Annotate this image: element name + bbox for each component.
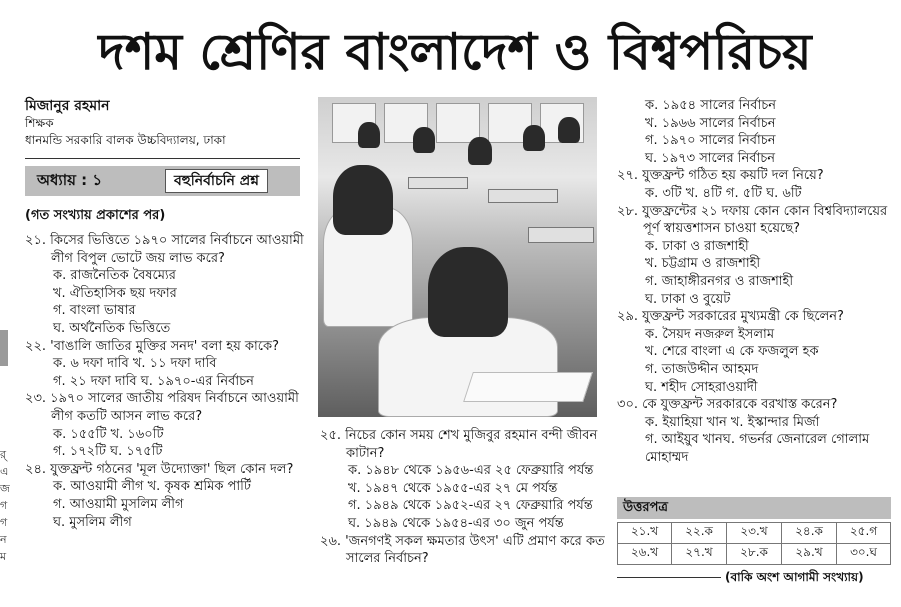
answer-cell: ২৩.খ [727, 523, 782, 544]
answer-key [617, 497, 891, 565]
question-21 [25, 232, 315, 338]
photo-window [436, 103, 480, 143]
fragment-char: ম [0, 550, 7, 563]
photo-student [558, 117, 580, 143]
author-block [25, 97, 305, 149]
mcq-label: বহুনির্বাচনি প্রশ্ন [165, 169, 268, 193]
photo-student [523, 125, 545, 151]
option: ক. আওয়ামী লীগ খ. কৃষক শ্রমিক পার্টি [53, 479, 251, 495]
option: ঘ. ১৯৪৯ থেকে ১৯৫৪-এর ৩০ জুন পর্যন্ত [348, 515, 564, 531]
answer-table [617, 522, 891, 565]
answer-cell: ২৬.খ [618, 544, 672, 565]
photo-student [468, 137, 492, 165]
adjacent-column-fragment [0, 446, 10, 565]
question-column-2 [320, 427, 620, 568]
question-text: ২৪. যুক্তফ্রন্ট গঠনের 'মূল উদ্যোক্তা' ছিল কোন দল? [25, 461, 294, 477]
option: গ. বাংলা ভাষার [53, 303, 136, 319]
option: গ. জাহাঙ্গীরনগর ও রাজশাহী [645, 273, 794, 289]
rest-note-rule [617, 577, 721, 578]
margin-strip [0, 330, 8, 366]
answer-cell: ২৭.খ [672, 544, 727, 565]
answer-cell: ৩০.ঘ [837, 544, 891, 565]
page-headline: দশম শ্রেণির বাংলাদেশ ও বিশ্বপরিচয় [98, 22, 812, 81]
table-row [618, 544, 891, 565]
answer-cell: ২৪.ক [782, 523, 837, 544]
option: ঘ. শহীদ সোহরাওয়ার্দী [645, 379, 758, 395]
option: গ. ১৯৭০ সালের নির্বাচন [645, 133, 776, 149]
author-divider [25, 158, 300, 159]
question-text: ২৯. যুক্তফ্রন্ট সরকারের মুখ্যমন্ত্রী কে ছিলেন? [617, 309, 844, 325]
answer-cell: ২৮.ক [727, 544, 782, 565]
photo-desk [408, 177, 468, 189]
option: ঘ. ঢাকা ও বুয়েট [645, 291, 731, 307]
answer-cell: ২২.ক [672, 523, 727, 544]
option: ক. ইয়াহিয়া খান খ. ইস্কান্দার মির্জা [645, 414, 820, 430]
option: ক. ঢাকা ও রাজশাহী [645, 238, 749, 254]
question-25 [320, 427, 620, 533]
option: খ. চট্টগ্রাম ও রাজশাহী [645, 256, 761, 272]
question-text: ২২. 'বাঙালি জাতির মুক্তির সনদ' বলা হয় কাকে? [25, 338, 280, 354]
option: খ. ১৯৬৬ সালের নির্বাচন [645, 115, 776, 131]
question-29 [617, 308, 897, 396]
option: ক. রাজনৈতিক বৈষম্যের [53, 268, 176, 284]
question-text: ৩০. কে যুক্তফ্রন্ট সরকারকে বরখাস্ত করেন? [617, 397, 838, 413]
option: ঘ. মুসলিম লীগ [53, 514, 132, 530]
chapter-bar [25, 166, 300, 196]
option: খ. ঐতিহাসিক ছয় দফার [53, 285, 177, 301]
question-column-1 [25, 232, 315, 531]
continued-note: (গত সংখ্যায় প্রকাশের পর) [25, 208, 166, 223]
question-text: ২৫. নিচের কোন সময় শেখ মুজিবুর রহমান বন্দী জীবন কাটান? [320, 428, 598, 461]
question-text: ২১. কিসের ভিত্তিতে ১৯৭০ সালের নির্বাচনে আওয়ামী লীগ বিপুল ভোটে জয় লাভ করে? [25, 233, 304, 266]
question-22 [25, 338, 315, 391]
question-28 [617, 203, 897, 309]
option: ঘ. ১৯৭৩ সালের নির্বাচন [645, 150, 776, 166]
option: ঘ. অর্থনৈতিক ভিত্তিতে [53, 320, 171, 336]
option: ক. ১৯৫৪ সালের নির্বাচন [645, 98, 777, 113]
option: ক. ৩টি খ. ৪টি গ. ৫টি ঘ. ৬টি [645, 185, 802, 201]
photo-desk [528, 227, 594, 243]
author-role: শিক্ষক [25, 116, 54, 130]
option: ক. ১৯৪৮ থেকে ১৯৫৬-এর ২৫ ফেব্রুয়ারি পর্যন্ত [348, 463, 594, 479]
option: খ. শেরে বাংলা এ কে ফজলুল হক [645, 344, 819, 360]
question-27 [617, 167, 897, 202]
answer-cell: ২৫.গ [837, 523, 891, 544]
answer-cell: ২১.খ [618, 523, 672, 544]
option: ক. ৬ দফা দাবি খ. ১১ দফা দাবি [53, 356, 217, 372]
answer-key-title: উত্তরপত্র [617, 497, 891, 519]
chapter-label: অধ্যায় : ১ [37, 170, 103, 189]
option: গ. ১৭২টি ঘ. ১৭৫টি [53, 444, 163, 460]
question-30 [617, 396, 897, 466]
photo-student [333, 165, 393, 235]
question-column-3 [617, 97, 897, 466]
question-26 [320, 533, 620, 568]
photo-exam-paper [463, 372, 593, 402]
question-text: ২৬. 'জনগণই সকল ক্ষমতার উৎস' এটি প্রমাণ করে কত সালের নির্বাচন? [320, 533, 605, 567]
option: গ. ১৯৪৯ থেকে ১৯৫২-এর ২৭ ফেব্রুয়ারি পর্যন্ত [348, 498, 593, 514]
fragment-char: ন [0, 533, 7, 546]
fragment-char: গ [0, 516, 8, 529]
question-23 [25, 390, 315, 460]
option: ক. সৈয়দ নজরুল ইসলাম [645, 326, 775, 342]
photo-student [358, 122, 380, 148]
fragment-char: র্ [0, 448, 7, 461]
author-school: ধানমন্ডি সরকারি বালক উচ্চবিদ্যালয়, ঢাকা [25, 133, 226, 147]
question-24 [25, 461, 315, 531]
photo-student [413, 127, 435, 153]
photo-student [428, 247, 508, 337]
option: গ. আইয়ুব খানঘ. গভর্নর জেনারেল গোলাম মোহাম্মদ [645, 432, 870, 465]
question-26-options [617, 97, 897, 167]
option: গ. আওয়ামী মুসলিম লীগ [53, 496, 184, 512]
fragment-char: গ [0, 499, 8, 512]
fragment-char: জ [0, 482, 10, 495]
option: ক. ১৫৫টি খ. ১৬০টি [53, 426, 164, 442]
option: গ. তাজউদ্দীন আহমদ [645, 361, 759, 377]
table-row [618, 523, 891, 544]
continued-next-note: (বাকি অংশ আগামী সংখ্যায়) [725, 570, 864, 584]
option: গ. ২১ দফা দাবি ঘ. ১৯৭০-এর নির্বাচন [53, 373, 254, 389]
answer-cell: ২৯.খ [782, 544, 837, 565]
question-text: ২৭. যুক্তফ্রন্ট গঠিত হয় কয়টি দল নিয়ে? [617, 168, 824, 184]
question-text: ২৮. যুক্তফ্রন্টের ২১ দফায় কোন কোন বিশ্ববিদ্যালয়ের পূর্ণ স্বায়ত্তশাসন চাওয়া হয়েছে? [617, 203, 888, 237]
fragment-char: এ [0, 465, 9, 478]
option: খ. ১৯৪৭ থেকে ১৯৫৫-এর ২৭ মে পর্যন্ত [348, 480, 558, 496]
classroom-exam-photo [318, 97, 597, 417]
photo-desk [488, 189, 558, 203]
author-name: মিজানুর রহমান [25, 98, 110, 114]
question-text: ২৩. ১৯৭০ সালের জাতীয় পরিষদ নির্বাচনে আওয়ামী লীগ কতটি আসন লাভ করে? [25, 391, 299, 424]
